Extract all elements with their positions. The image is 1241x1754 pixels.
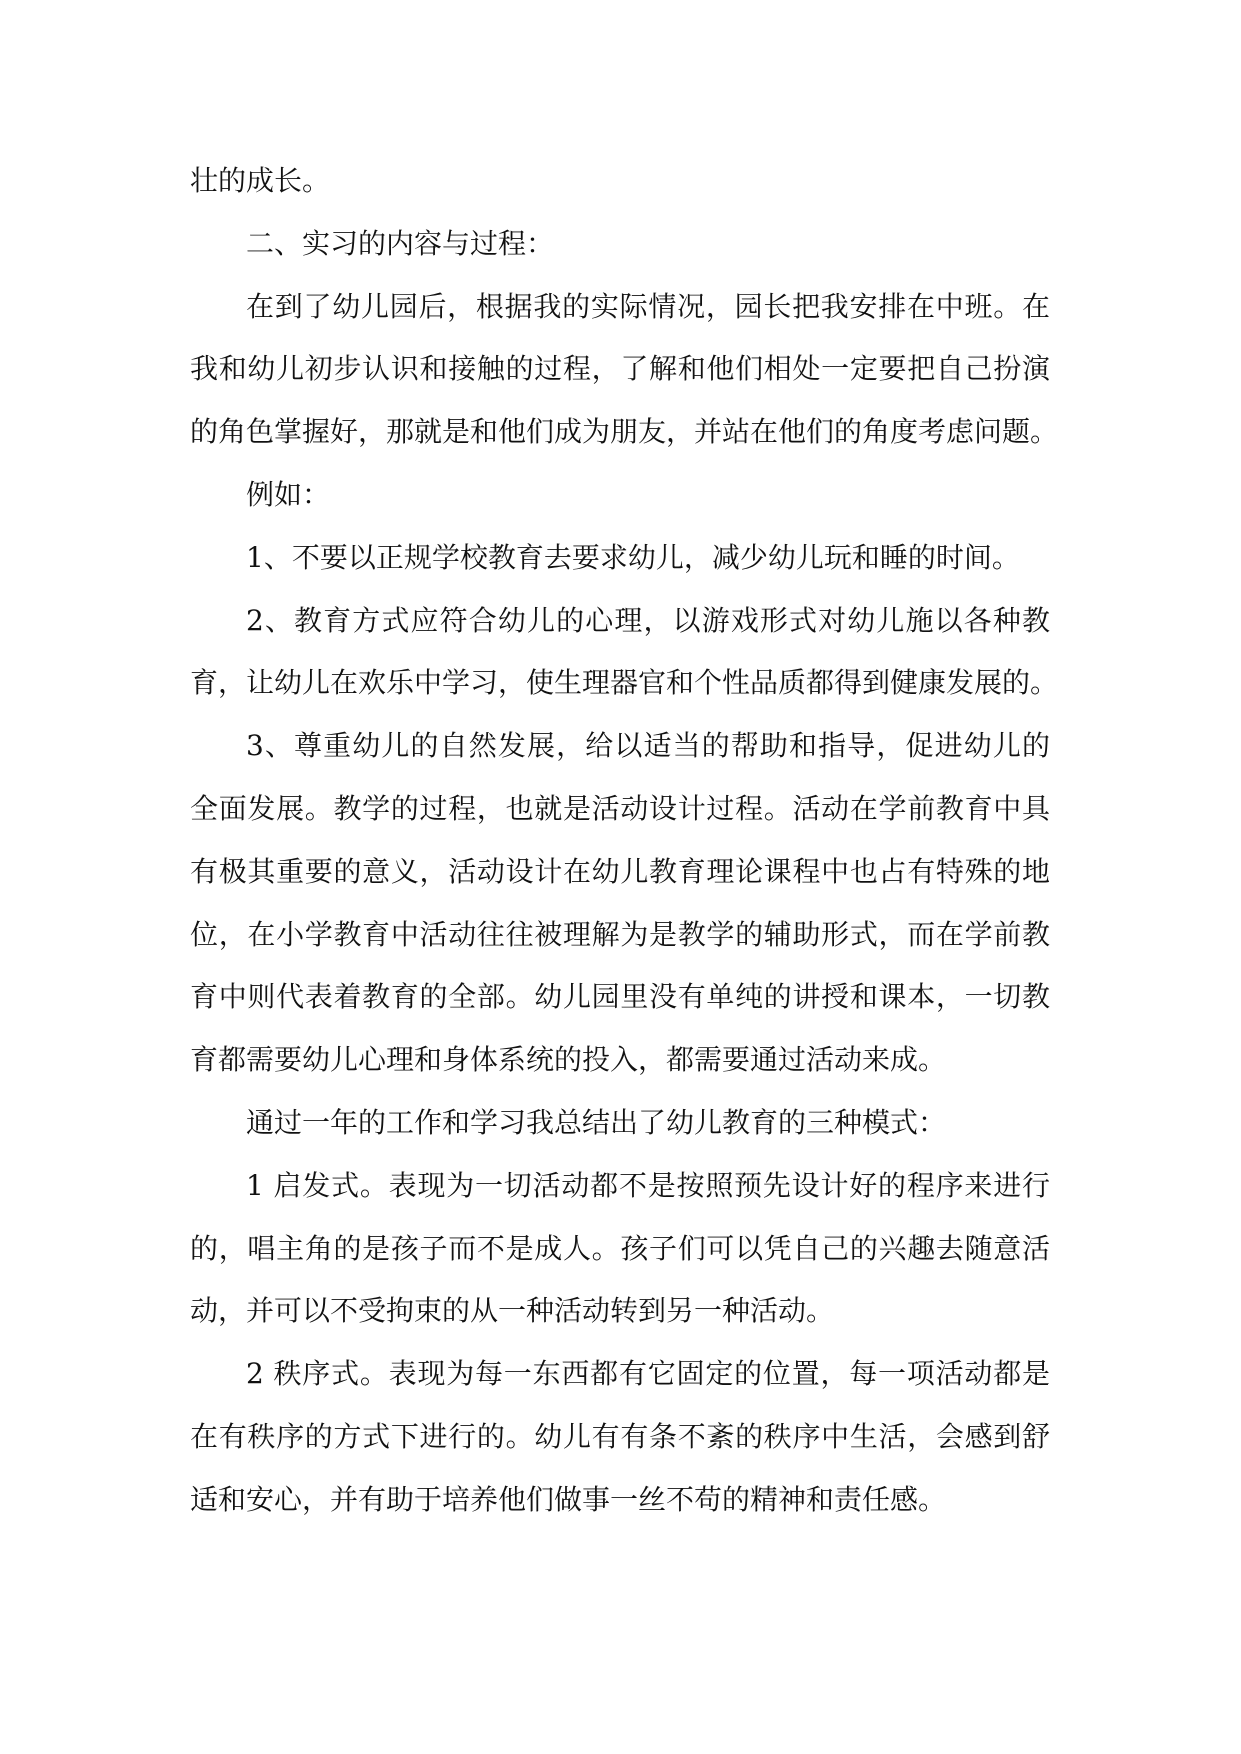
text-line: 全面发展。教学的过程，也就是活动设计过程。活动在学前教育中具	[190, 791, 1050, 825]
text-line: 壮的成长。	[190, 164, 331, 197]
text-line: 例如：	[246, 477, 331, 511]
text-line: 育中则代表着教育的全部。幼儿园里没有单纯的讲授和课本，一切教	[190, 980, 1050, 1014]
list-item: 1 启发式。表现为一切活动都不是按照预先设计好的程序来进行	[246, 1168, 1050, 1202]
text-line: 有极其重要的意义，活动设计在幼儿教育理论课程中也占有特殊的地	[190, 854, 1050, 888]
text-line: 我和幼儿初步认识和接触的过程，了解和他们相处一定要把自己扮演	[190, 352, 1050, 386]
text-line: 动，并可以不受拘束的从一种活动转到另一种活动。	[190, 1294, 835, 1328]
text-line: 适和安心，并有助于培养他们做事一丝不苟的精神和责任感。	[190, 1482, 947, 1516]
text-line: 通过一年的工作和学习我总结出了幼儿教育的三种模式：	[246, 1105, 947, 1139]
body-text	[190, 150, 1059, 1532]
text-line: 的角色掌握好，那就是和他们成为朋友，并站在他们的角度考虑问题。	[190, 415, 1059, 449]
text-line: 育都需要幼儿心理和身体系统的投入，都需要通过活动来成。	[190, 1043, 947, 1077]
list-item: 2、教育方式应符合幼儿的心理，以游戏形式对幼儿施以各种教	[246, 603, 1050, 637]
text-line: 育，让幼儿在欢乐中学习，使生理器官和个性品质都得到健康发展的。	[190, 666, 1059, 700]
list-item: 2 秩序式。表现为每一东西都有它固定的位置，每一项活动都是	[246, 1357, 1050, 1391]
section-heading: 二、实习的内容与过程：	[246, 226, 555, 260]
list-item: 3、尊重幼儿的自然发展，给以适当的帮助和指导，促进幼儿的	[246, 729, 1050, 763]
text-line: 位，在小学教育中活动往往被理解为是教学的辅助形式，而在学前教	[190, 917, 1050, 951]
text-line: 在到了幼儿园后，根据我的实际情况，园长把我安排在中班。在	[246, 289, 1050, 323]
list-item: 1、不要以正规学校教育去要求幼儿，减少幼儿玩和睡的时间。	[246, 540, 1020, 574]
text-line: 的，唱主角的是孩子而不是成人。孩子们可以凭自己的兴趣去随意活	[190, 1231, 1050, 1265]
text-line: 在有秩序的方式下进行的。幼儿有有条不紊的秩序中生活，会感到舒	[190, 1419, 1050, 1453]
